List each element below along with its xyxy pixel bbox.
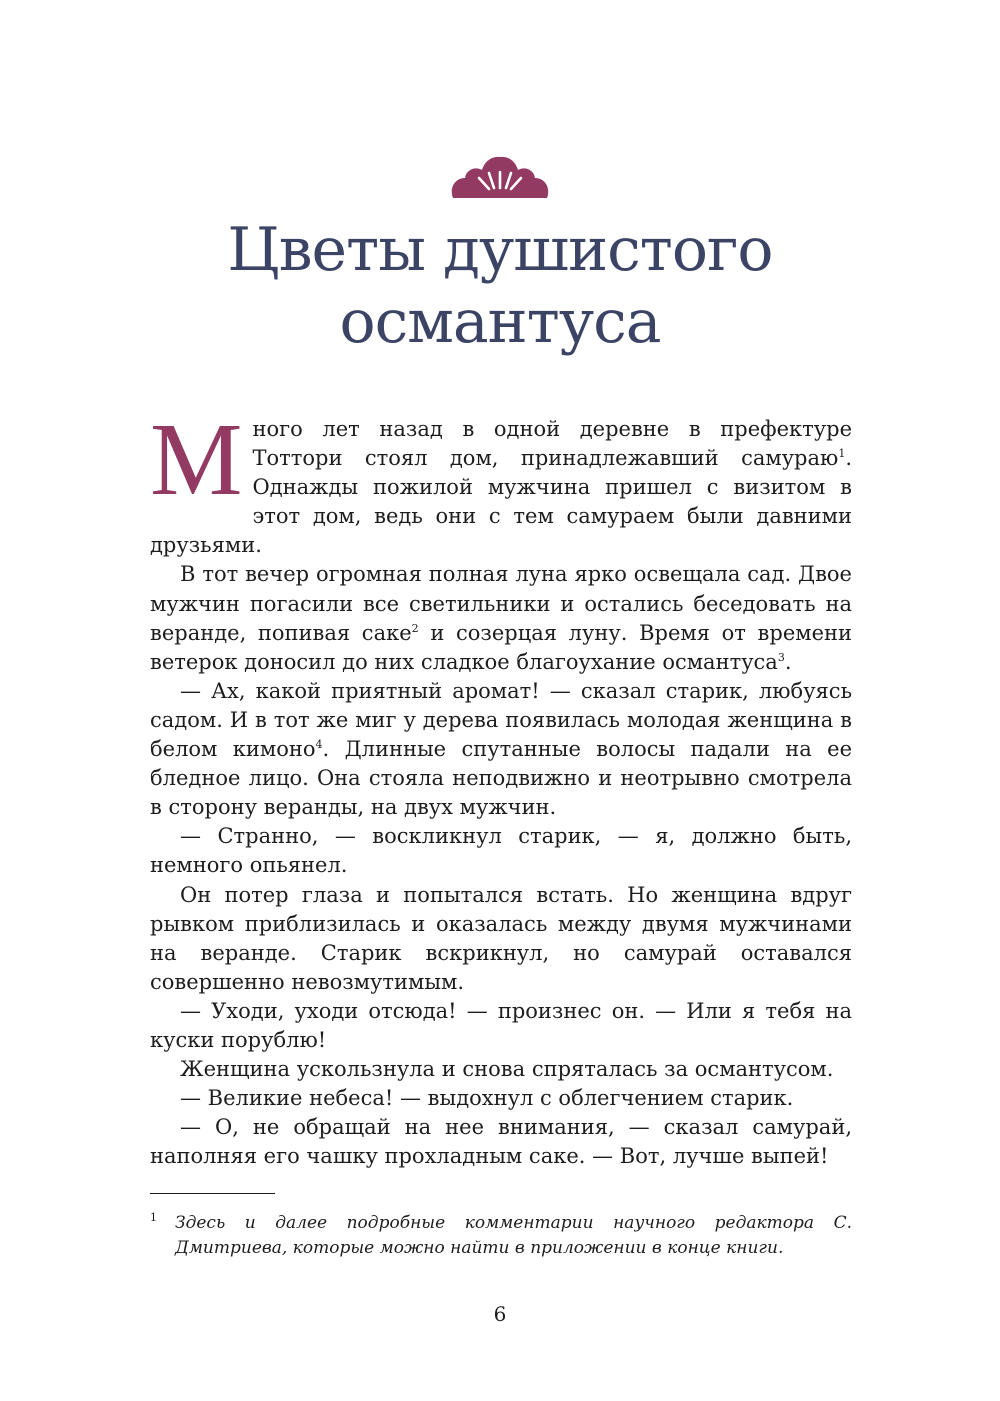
paragraph-2-text-a: В тот вечер огромная полная луна ярко освещала сад. Двое мужчин погасили все светильники и остались беседовать на веранде, попивая саке xyxy=(150,562,852,645)
pine-fan-ornament-icon xyxy=(449,148,551,198)
footnote-text: Здесь и далее подробные комментарии научного редактора С. Дмитриева, которые можно найти в приложении в конце книги. xyxy=(175,1213,852,1258)
chapter-title xyxy=(0,214,1000,358)
chapter-title-line-1: Цветы душистого xyxy=(227,215,773,285)
footnote-ref-3[interactable]: 3 xyxy=(777,650,785,664)
chapter-title-line-2: османтуса xyxy=(339,287,661,357)
paragraph-2 xyxy=(150,560,852,676)
page-number: 6 xyxy=(493,1302,507,1326)
paragraph-6: — Уходи, уходи отсюда! — произнес он. — Или я тебя на куски порублю! xyxy=(150,998,852,1052)
paragraph-7: Женщина ускользнула и снова спряталась за османтусом. xyxy=(180,1057,834,1082)
footnote-ref-2[interactable]: 2 xyxy=(411,621,419,635)
footnote-number: 1 xyxy=(150,1211,157,1224)
footnote xyxy=(150,1211,852,1261)
paragraph-3-text-b: . Длинные спутанные волосы падали на ее бледное лицо. Она стояла неподвижно и неотрывно смотрела в сторону веранды, на двух мужчин. xyxy=(150,737,852,820)
paragraph-3-text-a: — Ах, какой приятный аромат! — сказал старик, любуясь садом. И в тот же миг у дерева появилась молодая женщина в белом кимоно xyxy=(150,678,852,762)
footnote-divider xyxy=(150,1193,275,1194)
paragraph-4: — Странно, — воскликнул старик, — я, должно быть, немного опьянел. xyxy=(150,824,852,878)
paragraph-5: Он потер глаза и попытался встать. Но женщина вдруг рывком приблизилась и оказалась между двумя мужчинами на веранде. Старик вскрикнул, но самурай оставался совершенно невозмутимым. xyxy=(150,882,852,994)
paragraph-1-text-b: . Однажды пожилой мужчина пришел с визитом в этот дом, ведь они с тем самураем были давними друзьями. xyxy=(150,446,852,558)
paragraph-1-text-a: ного лет назад в одной деревне в префектуре Тоттори стоял дом, принадлежавший самураю xyxy=(252,417,852,471)
paragraph-9: — О, не обращай на нее внимания, — сказал самурай, наполняя его чашку прохладным саке. — Вот, лучше выпей! xyxy=(150,1115,852,1169)
drop-cap: М xyxy=(150,402,243,517)
paragraph-8: — Великие небеса! — выдохнул с облегчением старик. xyxy=(180,1086,794,1111)
paragraph-1 xyxy=(150,402,852,560)
footnote-ref-1[interactable]: 1 xyxy=(838,447,846,461)
paragraph-3 xyxy=(150,677,852,822)
paragraph-2-text-b: и созерцая луну. Время от времени ветерок доносил до них сладкое благоухание османтуса xyxy=(150,620,853,674)
footnote-ref-4[interactable]: 4 xyxy=(315,738,323,752)
paragraph-2-text-c: . xyxy=(784,649,792,674)
story-text xyxy=(150,402,853,1171)
